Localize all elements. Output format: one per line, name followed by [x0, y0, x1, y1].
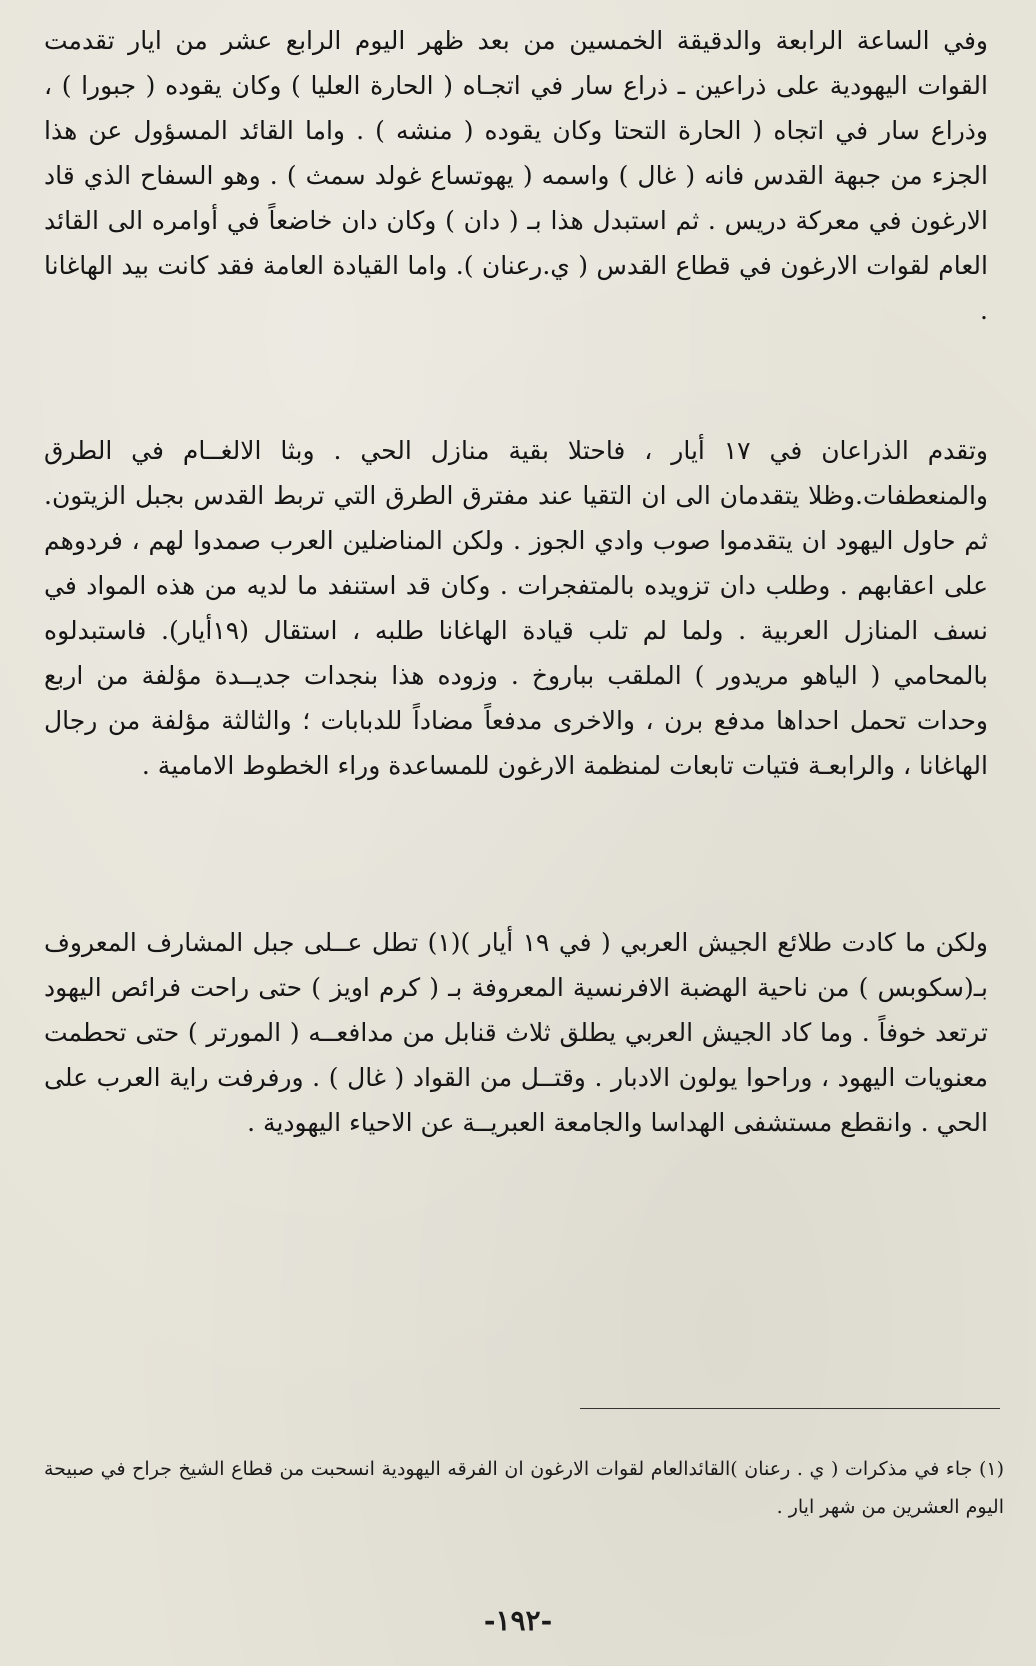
page-number: -١٩٢-	[483, 1604, 553, 1637]
footnote-divider	[580, 1408, 1000, 1409]
footnote: (١) جاء في مذكرات ( ي . رعنان )القائدالعام لقوات الارغون ان الفرقه اليهودية انسحبت من قطاع الشيخ جراح في صبيحة اليوم العشرين من شهر ايار .	[44, 1458, 1004, 1518]
paragraph-1: وفي الساعة الرابعة والدقيقة الخمسين من بعد ظهر اليوم الرابع عشر من ايار تقدمت القوات اليهودية على ذراعين ـ ذراع سار في اتجـاه ( الحارة العليا ) وكان يقوده ( جبورا ) ، وذراع سار في اتجاه ( الحارة التحتا وكان يقوده ( منشه ) . واما القائد المسؤول عن هذا الجزء من جبهة القدس فانه ( غال ) واسمه ( يهوتساع غولد سمث ) . وهو السفاح الذي قاد الارغون في معركة دريس . ثم استبدل هذا بـ ( دان ) وكان دان خاضعاً في أوامره الى القائد العام لقوات الارغون في قطاع القدس ( ي.رعنان ). واما القيادة العامة فقد كانت بيد الهاغانا .	[44, 26, 988, 325]
paragraph-3: ولكن ما كادت طلائع الجيش العربي ( في ١٩ أيار )(١) تطل عــلى جبل المشارف المعروف بـ(سكوبس ) من ناحية الهضبة الافرنسية المعروفة بـ ( كرم اويز ) حتى راحت فرائص اليهود ترتعد خوفاً . وما كاد الجيش العربي يطلق ثلاث قنابل من مدافعــه ( المورتر ) حتى تحطمت معنويات اليهود ، وراحوا يولون الادبار . وقتــل من القواد ( غال ) . ورفرفت راية العرب على الحي . وانقطع مستشفى الهداسا والجامعة العبريــة عن الاحياء اليهودية .	[44, 928, 989, 1137]
paragraph-2: وتقدم الذراعان في ١٧ أيار ، فاحتلا بقية منازل الحي . وبثا الالغــام في الطرق والمنعطفات.وظلا يتقدمان الى ان التقيا عند مفترق الطرق التي تربط القدس بجبل الزيتون. ثم حاول اليهود ان يتقدموا صوب وادي الجوز . ولكن المناضلين العرب صمدوا لهم ، فردوهم على اعقابهم . وطلب دان تزويده بالمتفجرات . وكان قد استنفد ما لديه من هذه المواد في نسف المنازل العربية . ولما لم تلب قيادة الهاغانا طلبه ، استقال (١٩أيار). فاستبدلوه بالمحامي ( الياهو مريدور ) الملقب بباروخ . وزوده هذا بنجدات جديــدة مؤلفة من اربع وحدات تحمل احداها مدفع برن ، والاخرى مدفعاً مضاداً للدبابات ؛ والثالثة مؤلفة من رجال الهاغانا ، والرابعـة فتيات تابعات لمنظمة الارغون للمساعدة وراء الخطوط الامامية .	[44, 436, 988, 780]
